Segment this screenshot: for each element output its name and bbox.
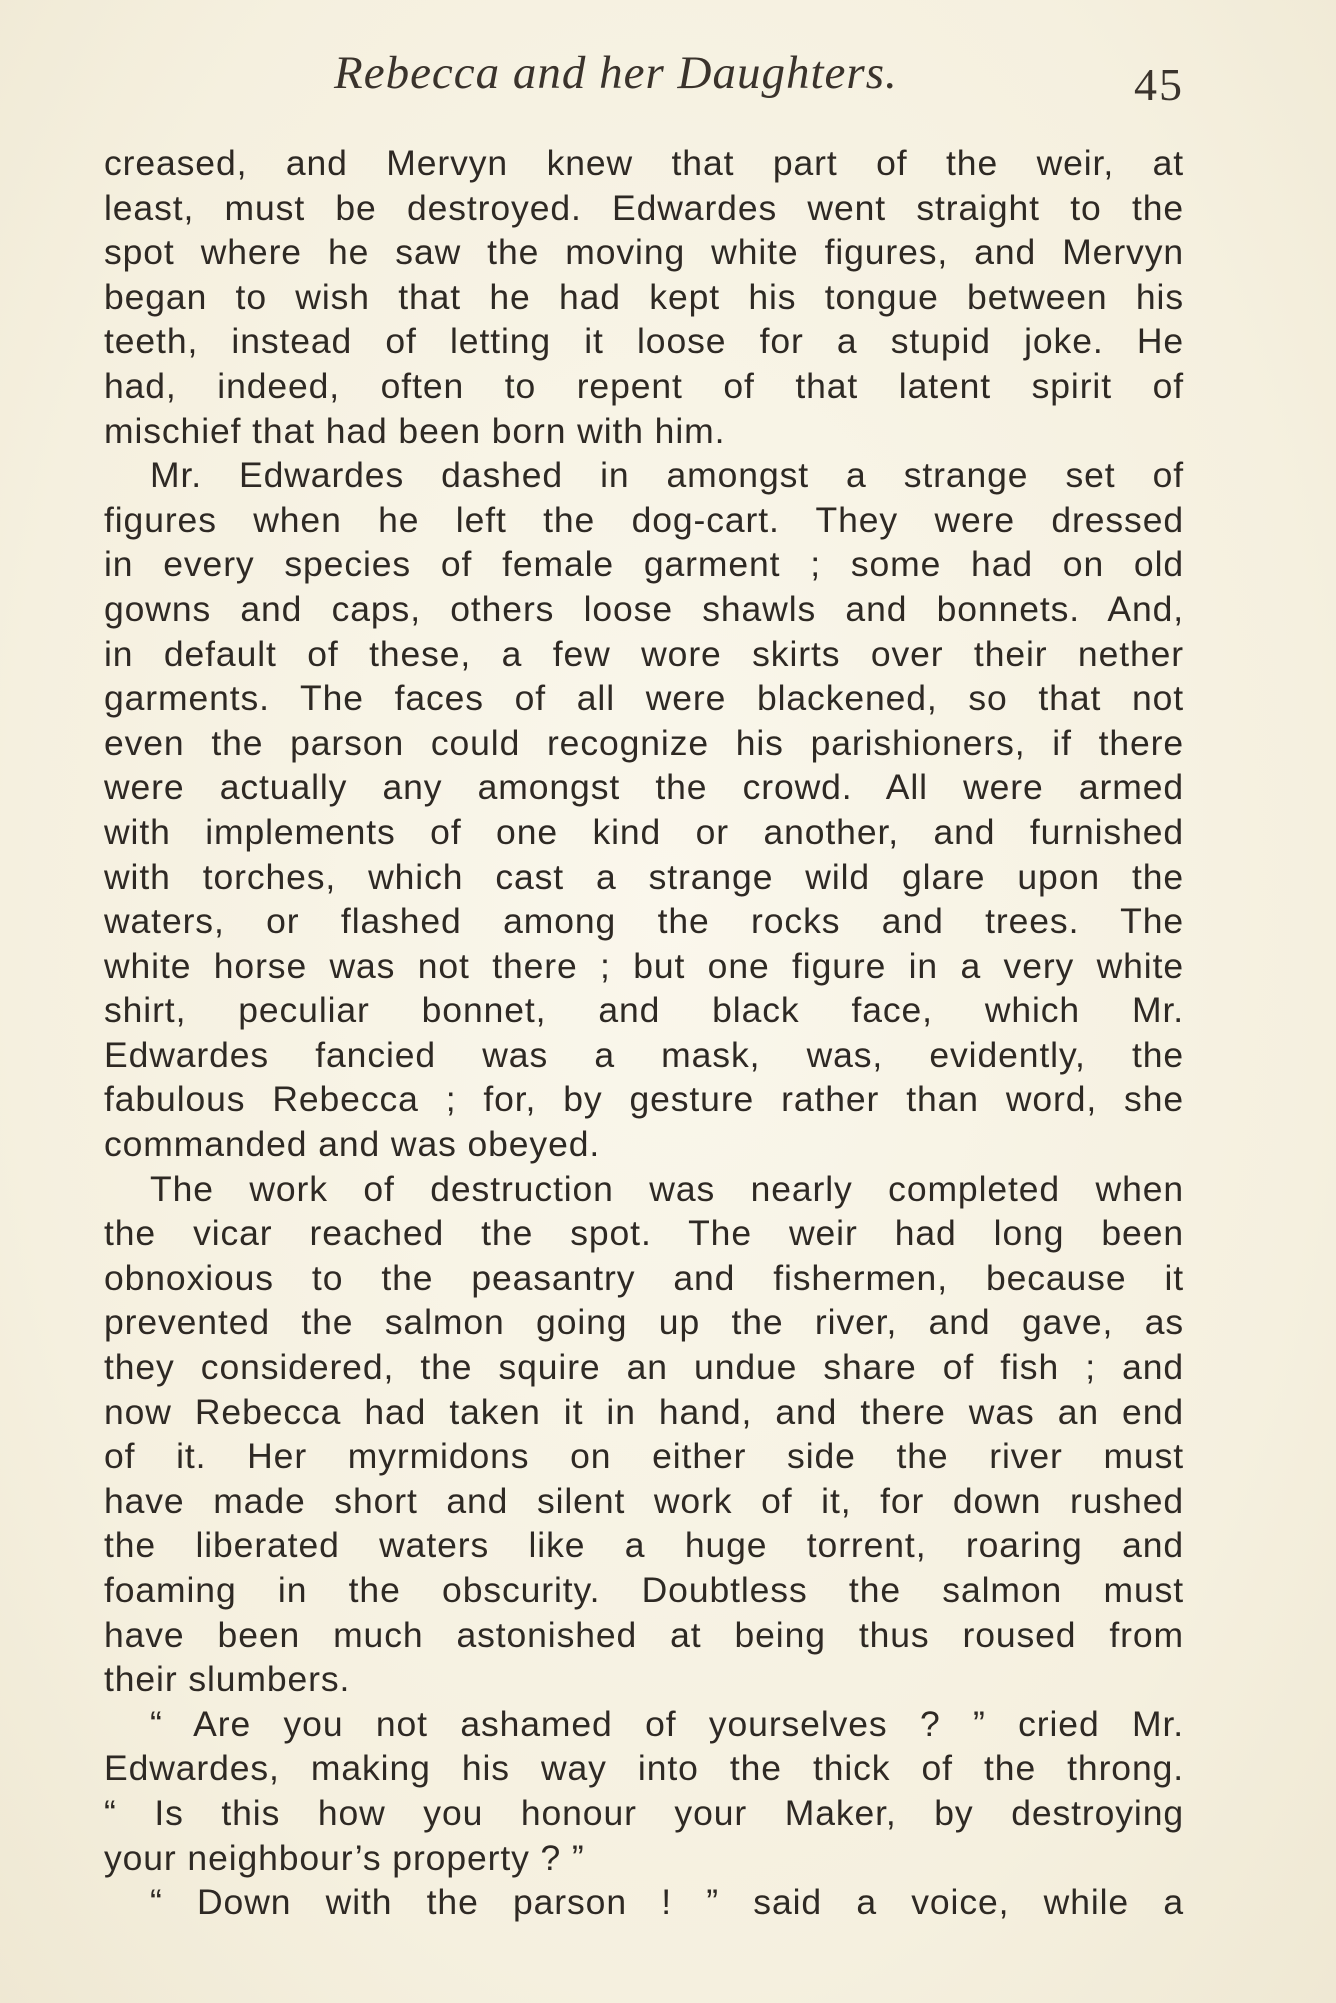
text-line: “ Down with the parson ! ” said a voice, while a	[150, 1882, 1184, 1923]
text-line: the vicar reached the spot. The weir had long been	[104, 1213, 1184, 1254]
body-text	[104, 141, 1184, 1925]
text-line: Edwardes fancied was a mask, was, evidently, the	[104, 1034, 1184, 1075]
text-line: teeth, instead of letting it loose for a stupid joke. He	[104, 321, 1184, 362]
text-line: of it. Her myrmidons on either side the river must	[104, 1436, 1184, 1477]
text-line: “ Are you not ashamed of yourselves ? ” cried Mr.	[150, 1703, 1184, 1744]
text-line: Mr. Edwardes dashed in amongst a strange set of	[150, 455, 1184, 496]
text-line: spot where he saw the moving white figures, and Mervyn	[104, 232, 1184, 273]
text-line: began to wish that he had kept his tongue between his	[104, 276, 1184, 317]
text-line: with torches, which cast a strange wild glare upon the	[104, 856, 1184, 897]
text-line: gowns and caps, others loose shawls and bonnets. And,	[104, 588, 1184, 629]
text-line: their slumbers.	[104, 1659, 351, 1700]
text-line: white horse was not there ; but one figure in a very white	[104, 945, 1184, 986]
text-line: with implements of one kind or another, and furnished	[104, 811, 1184, 852]
text-line: mischief that had been born with him.	[104, 410, 726, 451]
text-line: “ Is this how you honour your Maker, by destroying	[104, 1792, 1184, 1833]
text-line: were actually any amongst the crowd. All were armed	[104, 767, 1184, 808]
text-line: least, must be destroyed. Edwardes went straight to the	[104, 187, 1184, 228]
text-line: shirt, peculiar bonnet, and black face, which Mr.	[104, 990, 1184, 1031]
text-line: waters, or flashed among the rocks and trees. The	[104, 901, 1184, 942]
text-line: The work of destruction was nearly completed when	[150, 1168, 1184, 1209]
running-head	[104, 46, 1184, 116]
text-line: had, indeed, often to repent of that latent spirit of	[104, 365, 1184, 406]
text-line: in default of these, a few wore skirts over their nether	[104, 633, 1184, 674]
text-line: have made short and silent work of it, for down rushed	[104, 1480, 1184, 1521]
text-line: obnoxious to the peasantry and fishermen, because it	[104, 1257, 1184, 1298]
text-line: even the parson could recognize his parishioners, if there	[104, 722, 1184, 763]
text-line: foaming in the obscurity. Doubtless the salmon must	[104, 1570, 1184, 1610]
running-title: Rebecca and her Daughters.	[334, 47, 898, 99]
text-line: figures when he left the dog-cart. They were dressed	[104, 499, 1184, 540]
text-line: garments. The faces of all were blackened, so that not	[104, 678, 1184, 719]
text-line: they considered, the squire an undue share of fish ; and	[104, 1347, 1184, 1388]
text-line: commanded and was obeyed.	[104, 1124, 601, 1165]
text-line: your neighbour’s property ? ”	[104, 1837, 585, 1878]
text-line: in every species of female garment ; some had on old	[104, 544, 1184, 585]
page-number: 45	[1134, 59, 1184, 110]
text-line: prevented the salmon going up the river, and gave, as	[104, 1302, 1184, 1343]
text-line: the liberated waters like a huge torrent, roaring and	[104, 1525, 1184, 1566]
text-line: fabulous Rebecca ; for, by gesture rather than word, she	[104, 1079, 1184, 1120]
text-line: Edwardes, making his way into the thick of the throng.	[104, 1748, 1184, 1789]
text-line: creased, and Mervyn knew that part of the weir, at	[104, 143, 1184, 183]
text-line: have been much astonished at being thus roused from	[104, 1614, 1184, 1655]
text-line: now Rebecca had taken it in hand, and there was an end	[104, 1391, 1184, 1432]
